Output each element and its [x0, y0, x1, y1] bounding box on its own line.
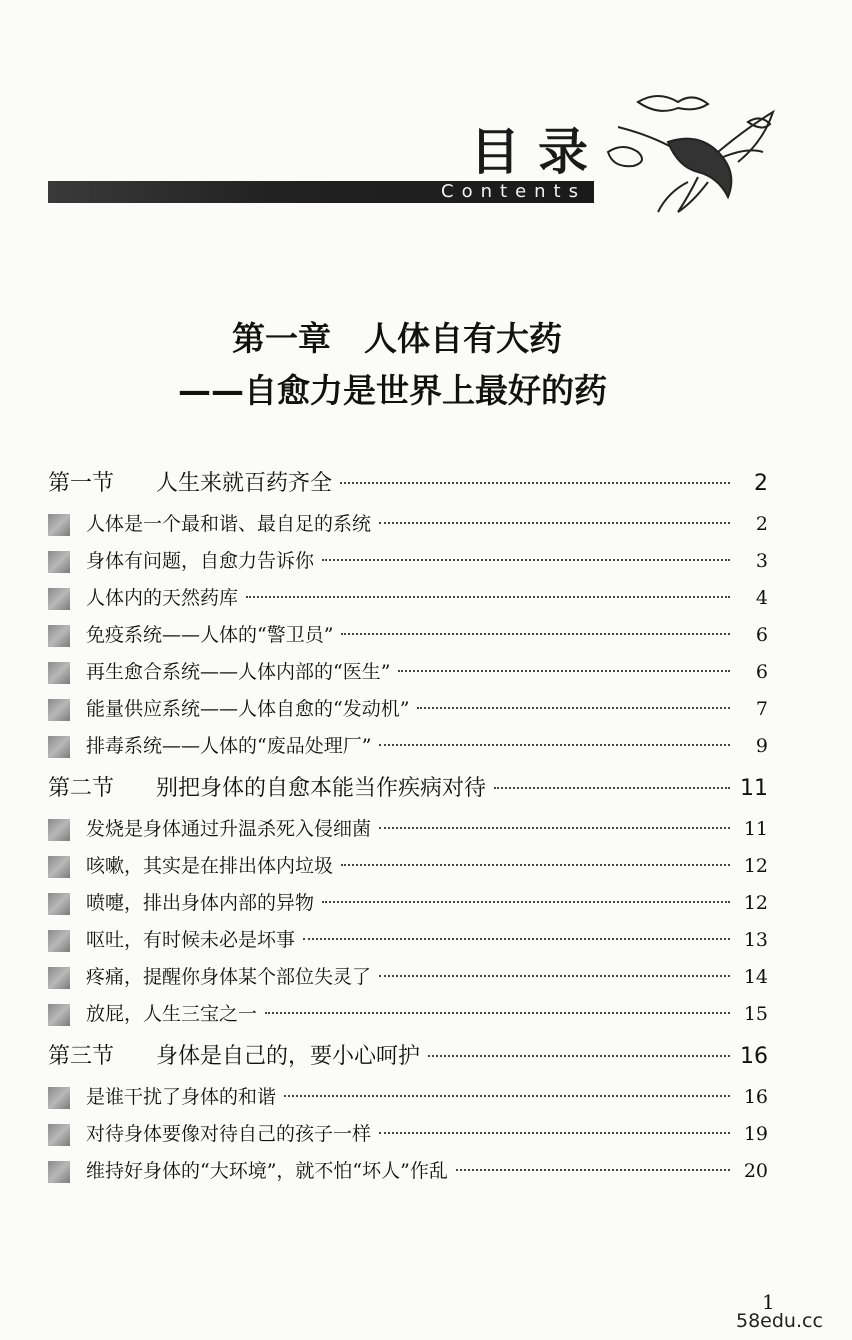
page-ref: 12 [743, 855, 768, 877]
watermark-text: 58edu.cc [736, 1310, 823, 1332]
bullet-square-icon [48, 967, 70, 989]
bullet-square-icon [48, 1087, 70, 1109]
entry-title: 身体有问题，自愈力告诉你 [86, 550, 315, 572]
leader-dots [494, 787, 730, 789]
toc-entry[interactable] [48, 811, 768, 848]
entry-title: 发烧是身体通过升温杀死入侵细菌 [86, 818, 372, 840]
bullet-square-icon [48, 893, 70, 915]
page-ref: 2 [754, 471, 768, 496]
toc-entry[interactable] [48, 654, 768, 691]
bullet-square-icon [48, 551, 70, 573]
leader-dots [341, 633, 730, 635]
chapter-subtitle: ——自愈力是世界上最好的药 [178, 371, 607, 410]
bullet-square-icon [48, 699, 70, 721]
entry-title: 人体内的天然药库 [86, 587, 239, 609]
toc-section-row[interactable] [48, 1035, 768, 1079]
toc-entry[interactable] [48, 959, 768, 996]
crane-illustration-icon [598, 82, 778, 222]
entry-title: 对待身体要像对待自己的孩子一样 [86, 1123, 372, 1145]
entry-title: 咳嗽，其实是在排出体内垃圾 [86, 855, 334, 877]
bullet-square-icon [48, 625, 70, 647]
section-number: 第三节 [48, 1044, 115, 1069]
page-ref: 16 [743, 1086, 768, 1108]
toc-entry[interactable] [48, 580, 768, 617]
leader-dots [303, 938, 730, 940]
leader-dots [456, 1169, 730, 1171]
leader-dots [340, 482, 730, 484]
toc-entry[interactable] [48, 1079, 768, 1116]
leader-dots [379, 522, 730, 524]
page-ref: 2 [755, 513, 768, 535]
toc-entry[interactable] [48, 996, 768, 1033]
contents-banner [48, 181, 594, 203]
bullet-square-icon [48, 588, 70, 610]
entry-title: 维持好身体的“大环境”，就不怕“坏人”作乱 [86, 1160, 448, 1182]
bullet-square-icon [48, 930, 70, 952]
bullet-square-icon [48, 514, 70, 536]
page-ref: 9 [755, 735, 768, 757]
page-ref: 3 [755, 550, 768, 572]
table-of-contents [48, 460, 768, 1190]
page-ref: 12 [743, 892, 768, 914]
toc-entry[interactable] [48, 885, 768, 922]
entry-title: 能量供应系统——人体自愈的“发动机” [86, 698, 410, 720]
page-ref: 20 [743, 1160, 768, 1182]
leader-dots [322, 559, 730, 561]
bullet-square-icon [48, 1161, 70, 1183]
bullet-square-icon [48, 819, 70, 841]
toc-entry[interactable] [48, 691, 768, 728]
leader-dots [428, 1055, 730, 1057]
page-ref: 6 [755, 624, 768, 646]
entry-title: 人体是一个最和谐、最自足的系统 [86, 513, 372, 535]
page-number: 1 [762, 1290, 775, 1314]
entry-title: 排毒系统——人体的“废品处理厂” [86, 735, 372, 757]
toc-heading: 目录 [470, 123, 606, 181]
leader-dots [379, 827, 730, 829]
toc-entry[interactable] [48, 728, 768, 765]
section-title: 身体是自己的，要小心呵护 [156, 1044, 421, 1069]
page-ref: 19 [743, 1123, 768, 1145]
leader-dots [265, 1012, 730, 1014]
bullet-square-icon [48, 662, 70, 684]
toc-entry[interactable] [48, 543, 768, 580]
section-number: 第一节 [48, 471, 115, 496]
chapter-title: 第一章 人体自有大药 [232, 319, 562, 358]
bullet-square-icon [48, 736, 70, 758]
bullet-square-icon [48, 856, 70, 878]
page-ref: 11 [743, 818, 768, 840]
entry-title: 呕吐，有时候未必是坏事 [86, 929, 296, 951]
entry-title: 再生愈合系统——人体内部的“医生” [86, 661, 391, 683]
page-ref: 6 [755, 661, 768, 683]
leader-dots [322, 901, 730, 903]
page-ref: 11 [740, 776, 768, 801]
entry-title: 疼痛，提醒你身体某个部位失灵了 [86, 966, 372, 988]
page-ref: 14 [743, 966, 768, 988]
page-ref: 7 [755, 698, 768, 720]
leader-dots [341, 864, 730, 866]
leader-dots [379, 1132, 730, 1134]
page-ref: 13 [743, 929, 768, 951]
entry-title: 放屁，人生三宝之一 [86, 1003, 258, 1025]
section-number: 第二节 [48, 776, 115, 801]
page-ref: 15 [743, 1003, 768, 1025]
leader-dots [417, 707, 730, 709]
contents-label: Contents [441, 181, 586, 202]
leader-dots [379, 744, 730, 746]
leader-dots [398, 670, 730, 672]
bullet-square-icon [48, 1004, 70, 1026]
toc-entry[interactable] [48, 1153, 768, 1190]
section-title: 人生来就百药齐全 [156, 471, 333, 496]
section-title: 别把身体的自愈本能当作疾病对待 [156, 776, 487, 801]
page-ref: 16 [740, 1044, 768, 1069]
toc-section-row[interactable] [48, 767, 768, 811]
leader-dots [379, 975, 730, 977]
bullet-square-icon [48, 1124, 70, 1146]
toc-entry[interactable] [48, 617, 768, 654]
leader-dots [284, 1095, 730, 1097]
leader-dots [246, 596, 730, 598]
entry-title: 是谁干扰了身体的和谐 [86, 1086, 277, 1108]
page-ref: 4 [755, 587, 768, 609]
toc-entry[interactable] [48, 1116, 768, 1153]
toc-entry[interactable] [48, 922, 768, 959]
entry-title: 免疫系统——人体的“警卫员” [86, 624, 334, 646]
toc-entry[interactable] [48, 848, 768, 885]
toc-section-row[interactable] [48, 462, 768, 506]
toc-entry[interactable] [48, 506, 768, 543]
entry-title: 喷嚏，排出身体内部的异物 [86, 892, 315, 914]
